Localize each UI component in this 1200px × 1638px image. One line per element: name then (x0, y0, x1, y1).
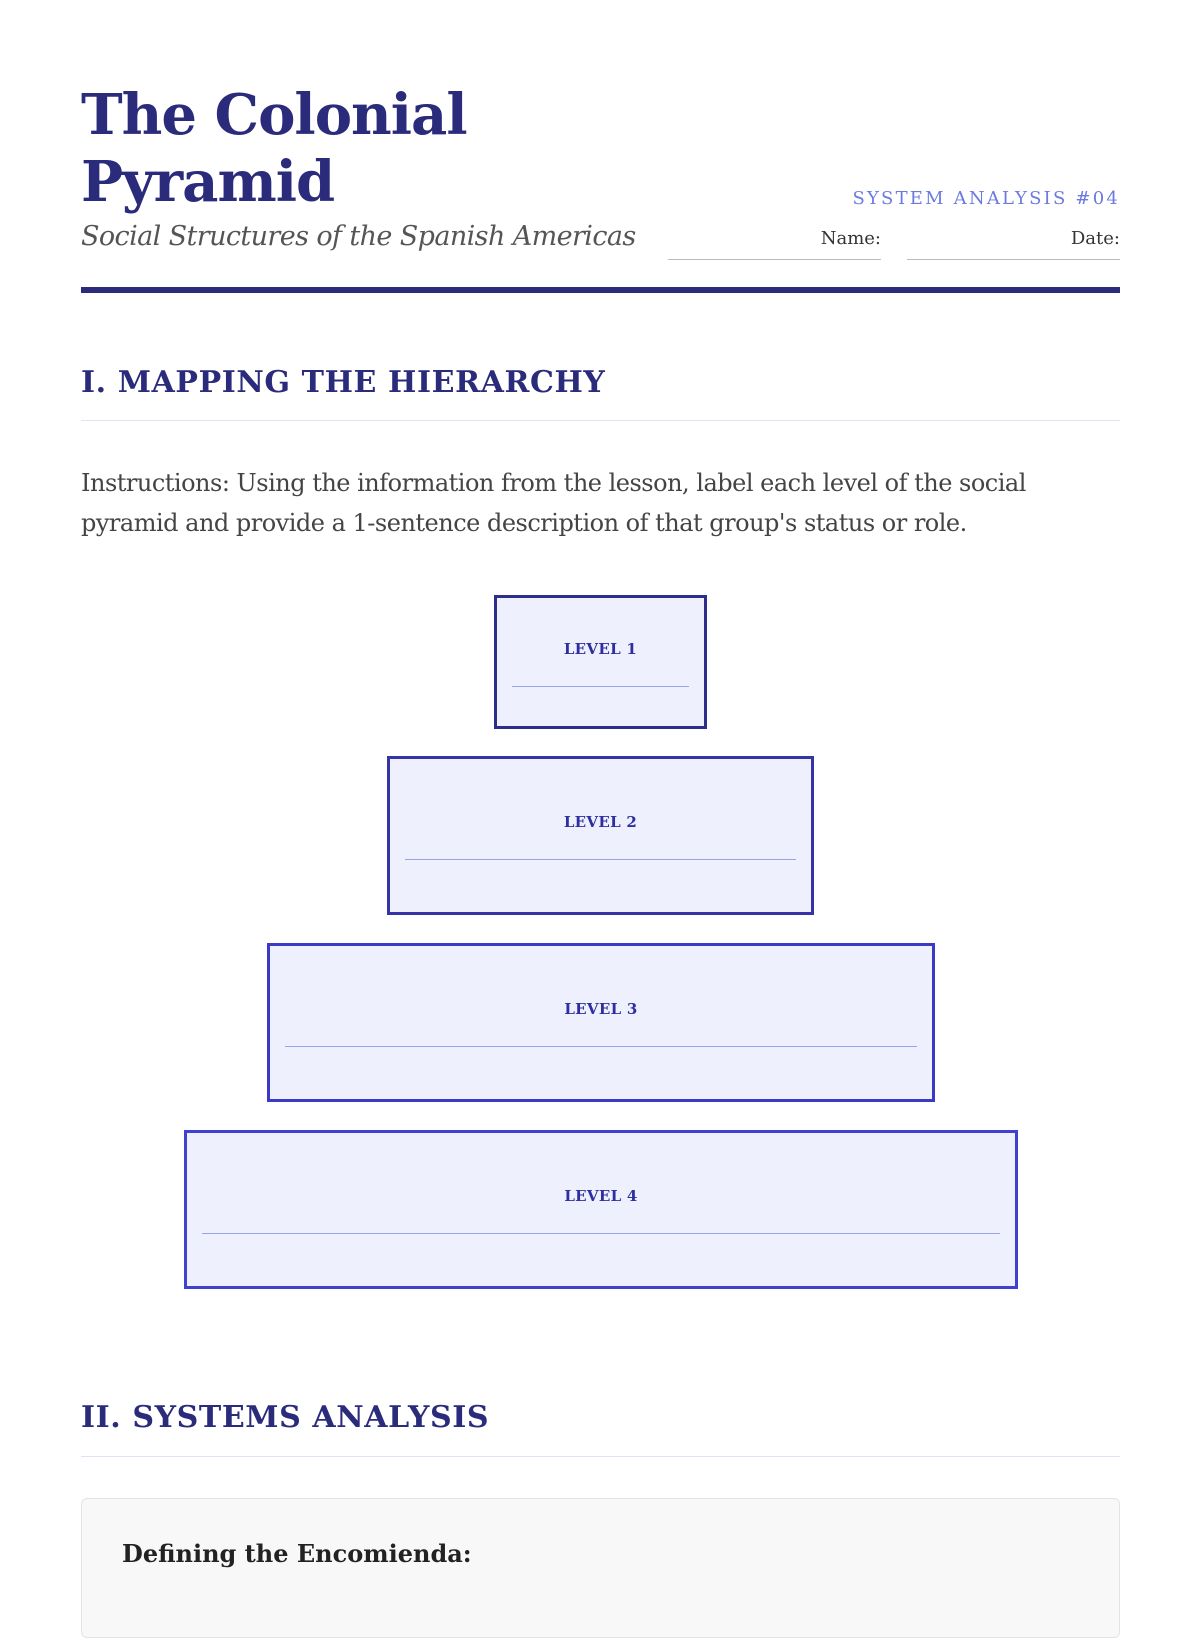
name-field[interactable] (668, 226, 881, 260)
card-title: Defining the Encomienda: (122, 1539, 472, 1568)
level-label: LEVEL 2 (563, 813, 638, 831)
page-title (81, 82, 467, 216)
worksheet-page (81, 0, 1120, 1600)
name-label: Name: (820, 228, 881, 249)
date-field[interactable] (907, 226, 1120, 260)
answer-line (512, 686, 689, 687)
pyramid-level-4[interactable] (184, 1130, 1018, 1289)
encomienda-card (81, 1498, 1120, 1638)
page-subtitle: Social Structures of the Spanish Americas (81, 221, 636, 252)
title-line-2: Pyramid (81, 149, 335, 215)
header-divider (81, 287, 1120, 293)
instructions-text: Instructions: Using the information from the lesson, label each level of the social pyramid and provide a 1-sentence description of that group's status or role. (81, 469, 1026, 537)
date-label: Date: (1070, 228, 1120, 249)
pyramid-level-1[interactable] (494, 595, 707, 729)
title-line-1: The Colonial (81, 82, 467, 148)
answer-line (202, 1233, 1000, 1234)
section-heading-mapping: I. MAPPING THE HIERARCHY (81, 365, 1120, 421)
answer-line (285, 1046, 917, 1047)
answer-line (405, 859, 796, 860)
document-code: SYSTEM ANALYSIS #04 (852, 188, 1120, 209)
pyramid-level-3[interactable] (267, 943, 935, 1102)
level-label: LEVEL 1 (563, 640, 638, 658)
level-label: LEVEL 4 (564, 1187, 638, 1205)
level-label: LEVEL 3 (564, 1000, 638, 1018)
section-heading-systems-analysis: II. SYSTEMS ANALYSIS (81, 1400, 1120, 1457)
pyramid-level-2[interactable] (387, 756, 814, 915)
